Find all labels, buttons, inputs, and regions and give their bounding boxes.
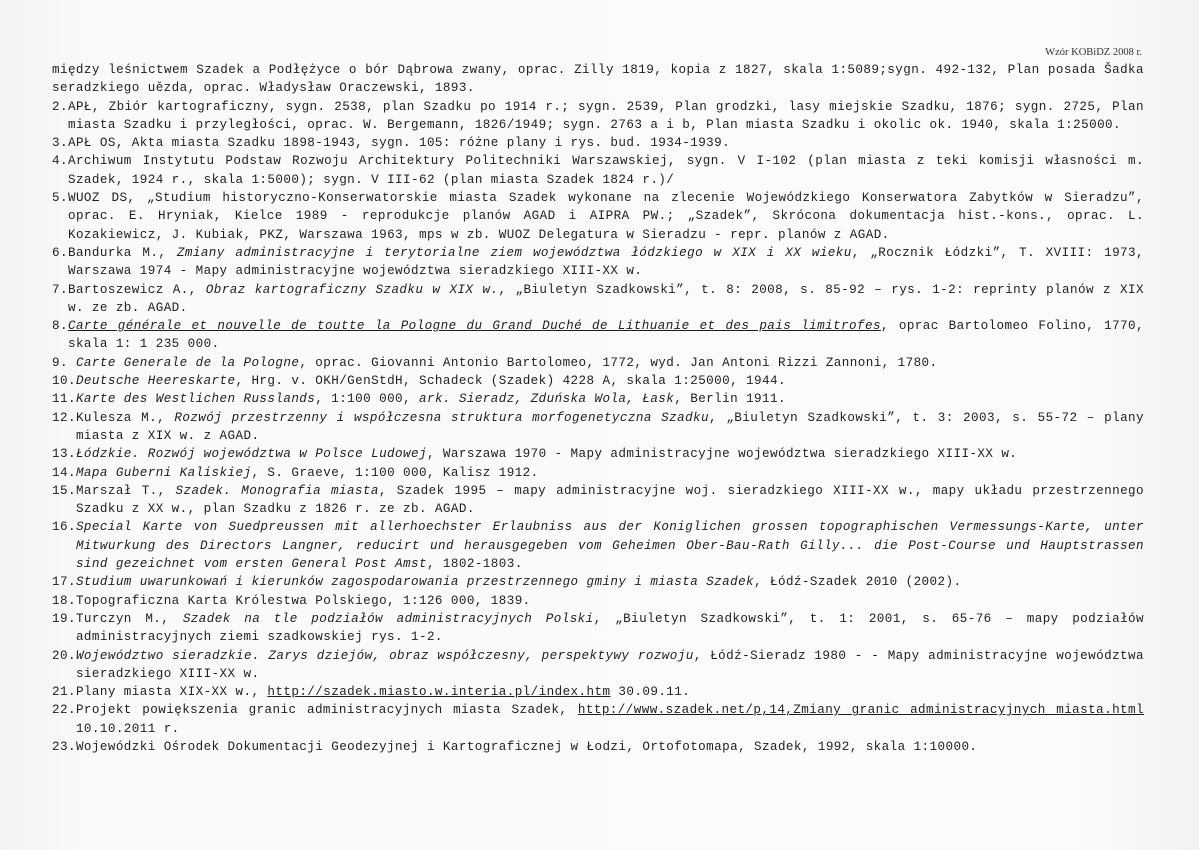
entry-text [76,573,1144,591]
entry-title-italic: Mapa Guberni Kaliskiej [75,465,252,480]
entry-title-italic: Deutsche Heereskarte [75,374,236,389]
entry-url-link[interactable]: http://szadek.miasto.w.interia.pl/index.htm [267,685,611,700]
entry-text [68,244,1144,281]
entry-text-segment: Kulesza M., [75,410,175,425]
entry-number: 22. [52,703,76,718]
entry-number: 13. [52,447,76,462]
entry-number: 6. [52,245,68,260]
entry-text-segment: Bandurka M., [67,245,177,260]
entry-text [76,390,1144,408]
entry-text [76,701,1144,738]
entry-text [76,610,1144,647]
entry-text-segment: Archiwum Instytutu Podstaw Rozwoju Architektury Politechniki Warszawskiej, sygn. V I-102 (plan miasta z teki komisji własności m. Szadek, 1924 r., skala 1:5000); sygn. V III-62 (plan miasta Szadek 1824 r.)/ [67,154,1144,187]
entry-title-italic: Zmiany administracyjne i terytorialne ziem województwa łódzkiego w XIX i XX wieku [176,245,852,260]
bibliography-entry [52,610,1144,647]
entry-text-segment: 30.09.11. [610,685,691,700]
bibliography-entry-continuation [52,61,1144,98]
entry-text-segment: Bartoszewicz A., [67,282,206,297]
entry-number: 5. [52,191,68,206]
bibliography-entry [52,683,1144,701]
bibliography-entry [52,390,1144,408]
bibliography-entry [52,98,1144,135]
bibliography-entry [52,464,1144,482]
entry-number: 20. [52,648,76,663]
bibliography-entry [52,281,1144,318]
entry-title-italic: ark. Sieradz, Zduńska Wola, Łask [418,392,675,407]
entry-text-segment: , oprac. Giovanni Antonio Bartolomeo, 1772, wyd. Jan Antoni Rizzi Zannoni, 1780. [299,355,938,370]
bibliography-entry [52,518,1144,573]
entry-number: 16. [52,520,76,535]
entry-text [68,281,1144,318]
entry-text [76,482,1144,519]
entry-text-segment: , Łódź-Szadek 2010 (2002). [754,575,962,590]
bibliography-entry [52,482,1144,519]
bibliography-entry [52,189,1144,244]
entry-text-segment: , „Biuletyn Szadkowski”, t. 3: 2003, s. 55-72 – plany miasta z XIX w. z AGAD. [75,410,1144,443]
bibliography-entry [52,244,1144,281]
entry-text [76,683,1144,701]
entry-text-segment: , Łódź-Sieradz 1980 - - Mapy administracyjne województwa sieradzkiego XIII-XX w. [75,648,1144,681]
entry-title-italic: Special Karte von Suedpreussen mit allerhoechster Erlaubniss aus der Koniglichen grossen topographischen Vermessungs-Karte, unter Mitwurkung des Directors Langner, reducirt und herausgegeben vom Geheimen Ober-Bau-Rath Gilly... die Post-Course und Hauptstrassen sind gezeichnet vom ersten General Post Amst [75,520,1144,572]
entry-text [76,409,1144,446]
entry-url-link[interactable]: http://www.szadek.net/p,14,Zmiany granic administracyjnych miasta.html [577,703,1144,718]
entry-number: 12. [52,410,76,425]
entry-text-segment: APŁ, Zbiór kartograficzny, sygn. 2538, plan Szadku po 1914 r.; sygn. 2539, Plan grodzki, lasy miejskie Szadku, 1876; sygn. 2725, Plan miasta Szadku i przyległości, oprac. W. Bergemann, 1826/1949; sygn. 2763 a i b, Plan miasta Szadku i okolic ok. 1940, skala 1:25000. [67,99,1144,132]
entry-text-segment: , Szadek 1995 – mapy administracyjne woj. sieradzkiego XIII-XX w., mapy układu przestrzennego Szadku z XX w., plan Szadku z 1826 r. ze zb. AGAD. [75,483,1145,517]
entry-title-italic: Karte des Westlichen Russlands [75,392,316,407]
entry-number: 10. [52,374,76,389]
entry-text-segment: Marszał T., [75,483,176,498]
entry-text [76,518,1144,573]
entry-number: 4. [52,154,68,169]
entry-number: 15. [52,483,76,498]
bibliography-entry [52,354,1144,372]
entry-text [76,738,1144,756]
entry-title-italic: Łódzkie. Rozwój województwa w Polsce Ludowej [75,447,427,462]
bibliography-entry [52,372,1144,390]
entry-title-italic: Województwo sieradzkie. Zarys dziejów, obraz współczesny, perspektywy rozwoju [75,648,694,663]
entry-title-italic: Carte générale et nouvelle de toutte la Pologne du Grand Duché de Lithuanie et des pais limitrofes [67,319,881,334]
entry-text-segment: , S. Graeve, 1:100 000, Kalisz 1912. [251,465,539,480]
entry-text-segment: , „Biuletyn Szadkowski”, t. 8: 2008, s. 85-92 – rys. 1-2: reprinty planów z XIX w. ze zb. AGAD. [67,282,1144,315]
entry-number: 2. [52,99,68,114]
entry-number: 17. [52,575,76,590]
entry-text [68,98,1144,135]
entry-text-segment: WUOZ DS, „Studium historyczno-Konserwatorskie miasta Szadek wykonane na zlecenie Wojewódzkiego Konserwatora Zabytków w Sieradzu”, oprac. E. Hryniak, Kielce 1989 - reprodukcje planów AGAD i AIPRA PW.; „Szadek”, Skrócona dokumentacja hist.-kons., oprac. L. Kozakiewicz, J. Kubiak, PKZ, Warszawa 1963, mps w zb. WUOZ Delegatura w Sieradzu - repr. planów z AGAD. [67,191,1144,242]
entry-number: 8. [52,319,68,334]
bibliography-entry [52,573,1144,591]
entry-text-segment: Wojewódzki Ośrodek Dokumentacji Geodezyjnej i Kartograficznej w Łodzi, Ortofotomapa, Szadek, 1992, skala 1:10000. [75,739,978,754]
entry-text [68,317,1144,354]
entry-text [68,189,1144,244]
form-template-note: Wzór KOBiDZ 2008 r. [1045,47,1142,58]
entry-title-italic: Studium uwarunkowań i kierunków zagospodarowania przestrzennego gminy i miasta Szadek [75,575,755,590]
entry-text-segment: Plany miasta XIX-XX w., [75,685,268,700]
bibliography-entries [52,98,1144,757]
entry-number: 9. [52,355,76,370]
entry-title-italic: Szadek. Monografia miasta [175,483,379,498]
entry-title-italic: Carte Generale de la Pologne [75,355,300,370]
entry-text [76,592,1144,610]
entry-text [68,134,1144,152]
entry-text-segment: , oprac Bartolomeo Folino, 1770, skala 1: 1 235 000. [67,319,1145,352]
entry-text-segment: 10.10.2011 r. [75,721,180,736]
bibliography-list [52,61,1144,756]
entry-number: 18. [52,593,76,608]
entry-text-segment: , „Rocznik Łódzki”, T. XVIII: 1973, Warszawa 1974 - Mapy administracyjne województwa sieradzkiego XIII-XX w. [67,245,1144,279]
bibliography-entry [52,152,1144,189]
entry-text-segment: , 1:100 000, [315,392,419,407]
entry-number: 21. [52,685,76,700]
entry-title-italic: Obraz kartograficzny Szadku w XIX w. [205,282,499,297]
entry-number: 23. [52,739,76,754]
entry-text-segment: Turczyn M., [75,611,183,626]
entry-number: 14. [52,465,76,480]
bibliography-entry [52,701,1144,738]
bibliography-entry [52,409,1144,446]
entry-text-segment: , Warszawa 1970 - Mapy administracyjne województwa sieradzkiego XIII-XX w. [426,447,1018,462]
bibliography-entry [52,445,1144,463]
entry-text [76,354,1144,372]
entry-text-segment: APŁ OS, Akta miasta Szadku 1898-1943, sygn. 105: różne plany i rys. bud. 1934-1939. [67,136,731,151]
bibliography-entry [52,317,1144,354]
entry-text-segment: , „Biuletyn Szadkowski”, t. 1: 2001, s. 65-76 – mapy podziałów administracyjnych ziemi szadkowskiej rys. 1-2. [75,611,1145,645]
entry-text-segment: , Hrg. v. OKH/GenStdH, Schadeck (Szadek) 4228 A, skala 1:25000, 1944. [235,374,786,389]
entry-title-italic: Rozwój przestrzenny i współczesna struktura morfogenetyczna Szadku [174,410,710,425]
entry-title-italic: Szadek na tle podziałów administracyjnych Polski [182,611,594,626]
entry-text: między leśnictwem Szadek a Podłężyce o bór Dąbrowa zwany, oprac. Zilly 1819, kopia z 1827, skala 1:5089;sygn. 492-132, Plan posada Šadka seradzkiego uězda, oprac. Władysław Oraczewski, 1893. [52,63,1144,96]
entry-text-segment: Projekt powiększenia granic administracyjnych miasta Szadek, [75,703,578,718]
entry-number: 7. [52,282,68,297]
entry-text [76,647,1144,684]
bibliography-entry [52,738,1144,756]
entry-number: 11. [52,392,76,407]
entry-number: 19. [52,611,76,626]
entry-text-segment: , 1802-1803. [426,557,523,572]
entry-text [68,152,1144,189]
entry-text-segment: Topograficzna Karta Królestwa Polskiego, 1:126 000, 1839. [75,593,531,608]
bibliography-entry [52,647,1144,684]
entry-text-segment: , Berlin 1911. [674,392,786,407]
entry-text [76,464,1144,482]
entry-text [76,372,1144,390]
entry-text [76,445,1144,463]
bibliography-entry [52,592,1144,610]
bibliography-entry [52,134,1144,152]
entry-number: 3. [52,136,68,151]
